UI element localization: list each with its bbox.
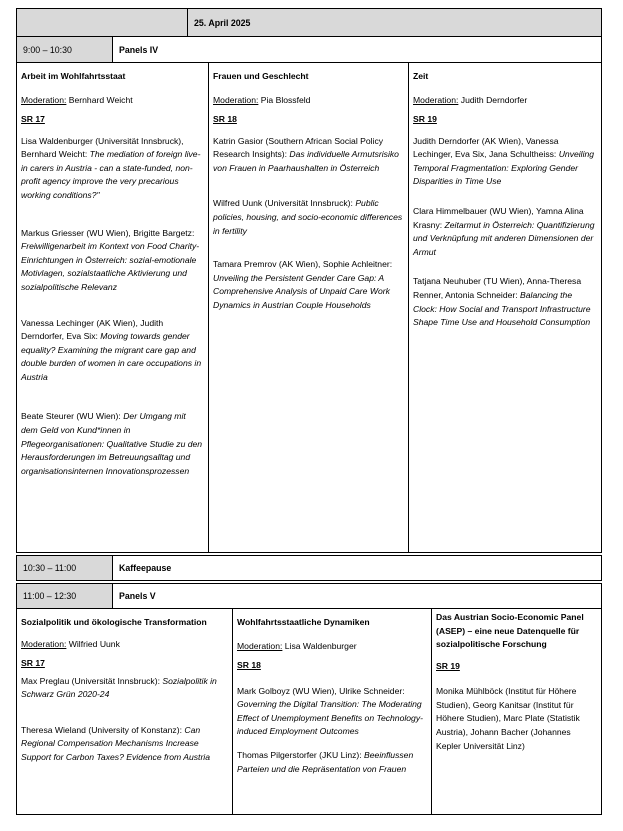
talk-authors: Vanessa Lechinger (AK Wien), Judith Derndorfer, Eva Six: (21, 317, 164, 342)
room-label: SR 17 (21, 114, 45, 125)
talk-title: Can Regional Compensation Mechanisms Increase Support for Carbon Taxes? Evidence from Austria (21, 724, 210, 763)
talk-title: Balancing the Clock: How Social and Transport Infrastructure Shape Time Use and Household Consumption (413, 289, 591, 328)
panel-title: Das Austrian Socio-Economic Panel (ASEP) – eine neue Datenquelle für sozialpolitische Forschung (436, 612, 584, 650)
panel-title: Sozialpolitik und ökologische Transformation (21, 617, 207, 627)
talk-authors: Mark Golboyz (WU Wien), Ulrike Schneider: (237, 685, 405, 696)
talk-title: Governing the Digital Transition: The Moderating Effect of Unemployment Benefits on Technology-induced Employment Outcomes (237, 699, 423, 737)
talk-entry (21, 410, 204, 478)
slot2-label: Panels V (112, 583, 602, 609)
talk-title: Das individuelle Armutsrisiko von Frauen in Paarhaushalten in Österreich (213, 149, 399, 173)
talk-entry (237, 749, 427, 776)
talk-entry (213, 258, 404, 312)
slot1-time: 9:00 – 10:30 (16, 36, 113, 63)
moderation-label: Moderation: (413, 94, 459, 105)
talk-authors: Lisa Waldenburger (Universität Innsbruck), Bernhard Weicht: (21, 135, 184, 160)
talk-authors: Beate Steurer (WU Wien): (21, 411, 124, 422)
talk-entry (21, 724, 228, 765)
talk-authors: Tamara Premrov (AK Wien), Sophie Achleitner: (213, 259, 393, 270)
talk-title: Moving towards gender equality? Examining the migrant care gap and double burden of women in care occupations in Austria (21, 331, 202, 382)
panel-iv-col-1 (16, 62, 209, 553)
moderation-line (21, 94, 204, 108)
talk-authors: Wilfred Uunk (Universität Innsbruck): (213, 198, 356, 209)
moderation-line (213, 94, 404, 108)
talk-entry (413, 135, 597, 189)
moderation-label: Moderation: (213, 94, 259, 105)
slot2-time: 11:00 – 12:30 (16, 583, 113, 609)
talk-authors: Judith Derndorfer (AK Wien), Vanessa Lechinger, Eva Six, Jana Schultheiss: (413, 135, 559, 160)
panel-v-col-3 (431, 608, 602, 815)
talk-title: Beeinflussen Parteien und die Repräsentation von Frauen (237, 750, 414, 774)
moderation-label: Moderation: (237, 640, 283, 651)
header-blank-cell (16, 8, 188, 37)
talk-entry (413, 275, 597, 329)
date-header: 25. April 2025 (187, 8, 602, 37)
panel-v-col-1 (16, 608, 233, 815)
moderator: Bernhard Weicht (68, 94, 133, 105)
room-label: SR 19 (413, 114, 437, 125)
talk-authors: Markus Griesser (WU Wien), Brigitte Bargetz: (21, 227, 195, 238)
talk-entry (21, 135, 204, 203)
talk-authors: Theresa Wieland (University of Konstanz): (21, 724, 185, 735)
moderator: Wilfried Uunk (68, 638, 120, 649)
panel-title: Zeit (413, 71, 429, 81)
talk-title: Unveiling the Persistent Gender Care Gap: A Comprehensive Analysis of Unpaid Care Work Dynamics in Austrian Couple Households (213, 272, 390, 310)
talk-entry (413, 205, 597, 259)
moderation-line (413, 94, 597, 108)
moderation-line (21, 638, 228, 652)
moderation-label: Moderation: (21, 94, 67, 105)
room-label: SR 18 (213, 114, 237, 125)
break-time: 10:30 – 11:00 (16, 555, 113, 581)
talk-title: Unveiling Temporal Fragmentation: Exploring Gender Disparities in Time Use (413, 149, 595, 187)
panel-v-col-2 (232, 608, 432, 815)
talk-entry (213, 197, 404, 238)
talk-authors: Max Preglau (Universität Innsbruck): (21, 675, 163, 686)
talk-title: Zeitarmut in Österreich: Quantifizierung und Verknüpfung mit anderen Dimensionen der Armut (413, 219, 595, 257)
panel-title: Wohlfahrtsstaatliche Dynamiken (237, 617, 370, 627)
panel-title: Frauen und Geschlecht (213, 71, 309, 81)
talk-authors: Clara Himmelbauer (WU Wien), Yamna Alina Krasny: (413, 206, 584, 230)
talk-entry (213, 135, 404, 176)
moderator: Pia Blossfeld (260, 94, 311, 105)
panel-title: Arbeit im Wohlfahrtsstaat (21, 71, 126, 81)
slot1-label: Panels IV (112, 36, 602, 63)
room-label: SR 18 (237, 660, 261, 671)
moderation-label: Moderation: (21, 638, 67, 649)
moderator: Judith Derndorfer (460, 94, 528, 105)
panel-iv-col-3 (408, 62, 602, 553)
room-label: SR 17 (21, 658, 45, 669)
talk-authors: Thomas Pilgerstorfer (JKU Linz): (237, 750, 365, 761)
talk-title: The mediation of foreign live-in carers in Austria - can a state-funded, non-profit agency improve the very precarious working conditions?" (21, 149, 201, 201)
talk-title: Sozialpolitik in Schwarz Grün 2020-24 (21, 675, 217, 700)
talk-entry (237, 685, 427, 739)
talk-authors: Tatjana Neuhuber (TU Wien), Anna-Theresa Renner, Antonia Schneider: (413, 276, 582, 300)
talk-authors: Monika Mühlböck (Institut für Höhere Studien), Georg Kanitsar (Institut für Höhere Studien), Marc Plate (Statistik Austria), Johann Bacher (Johannes Kepler Universität Linz) (436, 686, 580, 751)
break-label: Kaffeepause (112, 555, 602, 581)
talk-entry (21, 317, 204, 385)
moderator: Lisa Waldenburger (284, 640, 357, 651)
talk-authors: Katrin Gasior (Southern African Social Policy Research Insights): (213, 135, 384, 160)
talk-title: Freiwilligenarbeit im Kontext von Food Charity-Einrichtungen in Österreich: sozial-emotionale Motivlagen, sozialstaatliche Aktivierung und sozialpolitische Relevanz (21, 241, 200, 292)
talk-title: Der Umgang mit dem Geld von Kund*innen in Pflegeorganisationen: Qualitative Studie zu den Herausforderungen im Betreuungsalltag und organisationsinternen Innovationsprozessen (21, 411, 203, 476)
room-label: SR 19 (436, 660, 460, 671)
panel-iv-col-2 (208, 62, 409, 553)
talk-entry (436, 685, 597, 753)
talk-entry (21, 675, 228, 702)
moderation-line (237, 640, 427, 654)
talk-title: Public policies, housing, and socio-economic differences in fertility (213, 198, 403, 236)
talk-entry (21, 227, 204, 295)
